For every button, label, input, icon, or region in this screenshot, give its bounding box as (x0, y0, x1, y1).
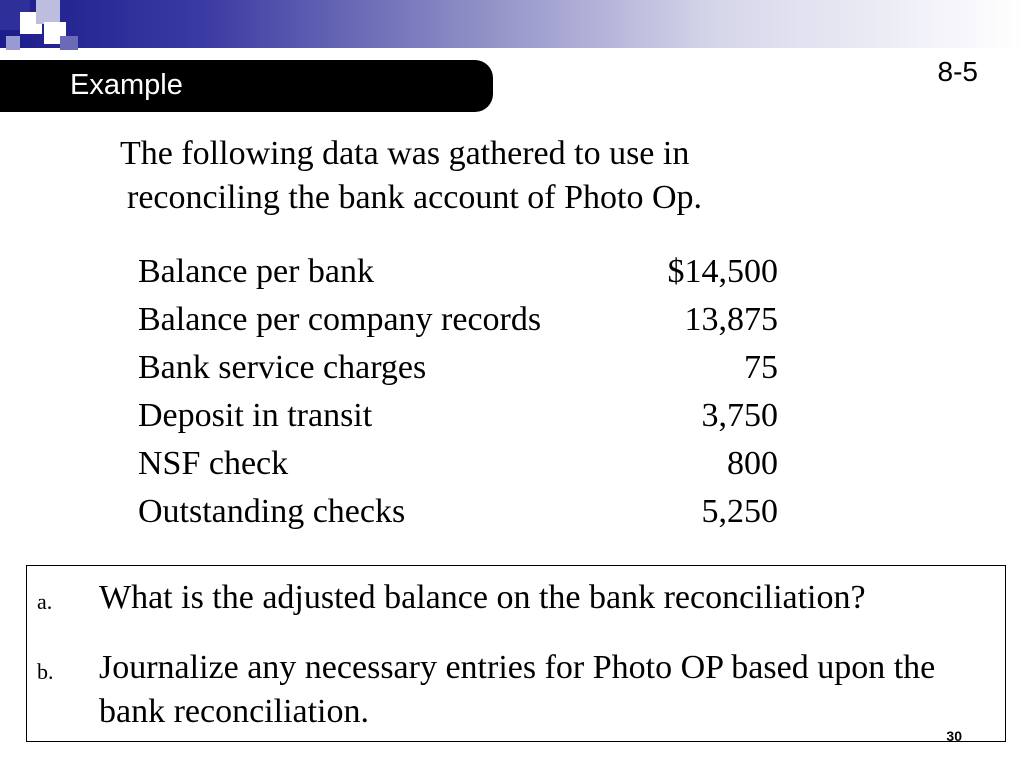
top-decorative-band (0, 0, 1024, 48)
data-row (138, 248, 778, 296)
decorative-square-6 (60, 36, 78, 50)
data-row-label: Bank service charges (138, 349, 427, 386)
data-row (138, 296, 778, 344)
data-row-label: Deposit in transit (138, 397, 373, 434)
decorative-square-3 (36, 0, 60, 24)
decorative-square-5 (6, 36, 20, 50)
data-row (138, 440, 778, 488)
page-number: 30 (946, 728, 962, 744)
data-row-value: $14,500 (667, 253, 778, 290)
question-marker: b. (37, 659, 54, 684)
data-row-label: Balance per bank (138, 253, 374, 290)
question-marker: a. (37, 589, 53, 614)
data-table (138, 248, 778, 536)
data-row-label: NSF check (138, 445, 289, 482)
data-row-value: 3,750 (701, 397, 778, 434)
question-text: What is the adjusted balance on the bank reconciliation? (99, 579, 866, 616)
data-row-value: 5,250 (701, 493, 778, 530)
intro-paragraph (120, 132, 820, 220)
data-row (138, 392, 778, 440)
data-row (138, 344, 778, 392)
data-row-label: Balance per company records (138, 301, 542, 338)
data-row-value: 800 (727, 445, 778, 482)
questions-box (26, 565, 1006, 742)
data-row-value: 75 (744, 349, 778, 386)
intro-line-2: reconciling the bank account of Photo Op. (127, 179, 703, 216)
question-text: Journalize any necessary entries for Photo OP based upon the bank reconciliation. (99, 649, 936, 730)
intro-line-1: The following data was gathered to use in (120, 135, 690, 172)
slide-code: 8-5 (937, 56, 978, 87)
slide-title: Example (70, 69, 183, 101)
data-row-label: Outstanding checks (138, 493, 406, 530)
data-row-value: 13,875 (684, 301, 778, 338)
data-row (138, 488, 778, 536)
